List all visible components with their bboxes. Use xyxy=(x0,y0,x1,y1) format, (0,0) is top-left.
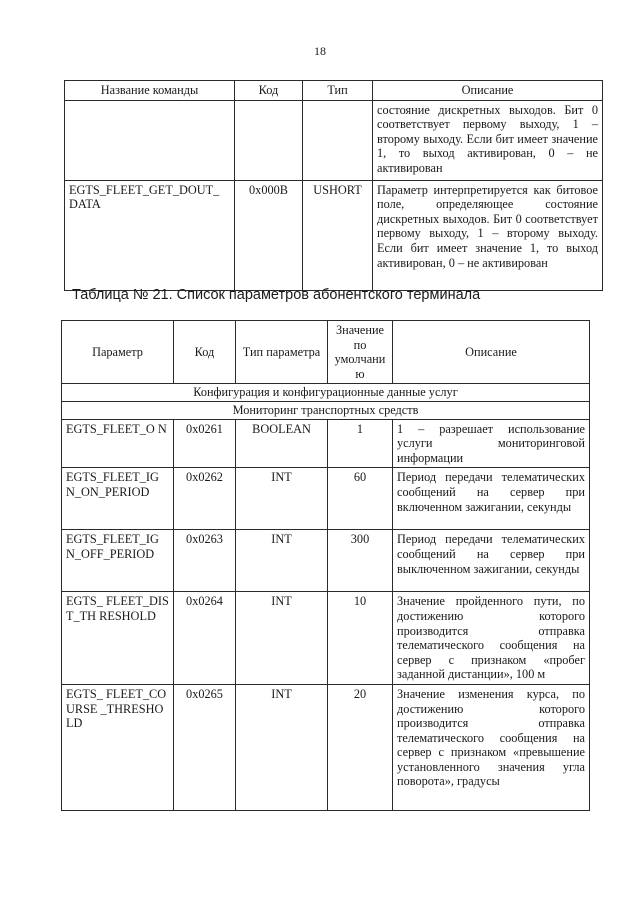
header-parameter-type: Тип параметра xyxy=(236,321,328,384)
parameter-default: 10 xyxy=(328,592,393,685)
section-row xyxy=(62,401,590,419)
parameter-default: 20 xyxy=(328,684,393,810)
command-type: USHORT xyxy=(303,180,373,290)
parameter-default: 1 xyxy=(328,419,393,468)
table-row xyxy=(62,592,590,685)
parameter-code: 0x0263 xyxy=(174,530,236,592)
table-row xyxy=(65,180,603,290)
parameter-description: Период передачи телематических сообщений на сервер при включенном зажигании, секунды xyxy=(393,468,590,530)
parameter-name: EGTS_FLEET_O N xyxy=(62,419,174,468)
parameter-name: EGTS_ FLEET_COURSE _THRESHOLD xyxy=(62,684,174,810)
parameter-name: EGTS_ FLEET_DIST_TH RESHOLD xyxy=(62,592,174,685)
header-description: Описание xyxy=(393,321,590,384)
parameter-type: BOOLEAN xyxy=(236,419,328,468)
parameter-description: 1 – разрешает использование услуги мониторинговой информации xyxy=(393,419,590,468)
header-parameter: Параметр xyxy=(62,321,174,384)
parameter-type: INT xyxy=(236,530,328,592)
command-code xyxy=(235,100,303,180)
parameter-description: Период передачи телематических сообщений на сервер при выключенном зажигании, секунды xyxy=(393,530,590,592)
parameter-type: INT xyxy=(236,468,328,530)
table-header-row xyxy=(62,321,590,384)
command-description: Параметр интерпретируется как битовое поле, определяющее состояние дискретных выходов. Бит 0 соответствует первому выходу, 1 – второму выходу. Если бит имеет значение 1, то выход активирован, 0 – не активирован xyxy=(373,180,603,290)
commands-table xyxy=(64,80,603,291)
command-code: 0x000B xyxy=(235,180,303,290)
section-title-monitoring: Мониторинг транспортных средств xyxy=(62,401,590,419)
header-command-name: Название команды xyxy=(65,81,235,101)
section-title-config: Конфигурация и конфигурационные данные услуг xyxy=(62,384,590,402)
parameter-default: 300 xyxy=(328,530,393,592)
table-row xyxy=(65,100,603,180)
table-row xyxy=(62,468,590,530)
parameters-table xyxy=(61,320,590,811)
header-code: Код xyxy=(235,81,303,101)
parameter-code: 0x0262 xyxy=(174,468,236,530)
parameter-description: Значение изменения курса, по достижению которого производится отправка телематического сообщения на сервер с признаком «превышение установленного значения угла поворота», градусы xyxy=(393,684,590,810)
parameter-name: EGTS_FLEET_IG N_ON_PERIOD xyxy=(62,468,174,530)
section-row xyxy=(62,384,590,402)
page-number: 18 xyxy=(314,44,326,58)
parameter-default: 60 xyxy=(328,468,393,530)
header-description: Описание xyxy=(373,81,603,101)
command-description: состояние дискретных выходов. Бит 0 соответствует первому выходу, 1 – второму выходу. Если бит имеет значение 1, то выход активирован, 0 – не активирован xyxy=(373,100,603,180)
command-type xyxy=(303,100,373,180)
table-caption: Таблица № 21. Список параметров абонентского терминала xyxy=(72,287,481,303)
command-name xyxy=(65,100,235,180)
header-default-value: Значение по умолчани ю xyxy=(328,321,393,384)
parameter-description: Значение пройденного пути, по достижению которого производится отправка телематического сообщения на сервер с признаком «пробег заданной дистанции», 100 м xyxy=(393,592,590,685)
header-type: Тип xyxy=(303,81,373,101)
parameter-name: EGTS_FLEET_IG N_OFF_PERIOD xyxy=(62,530,174,592)
header-code: Код xyxy=(174,321,236,384)
parameter-code: 0x0264 xyxy=(174,592,236,685)
command-name: EGTS_FLEET_GET_DOUT_ DATA xyxy=(65,180,235,290)
parameter-type: INT xyxy=(236,684,328,810)
parameter-code: 0x0265 xyxy=(174,684,236,810)
table-header-row xyxy=(65,81,603,101)
table-row xyxy=(62,419,590,468)
table-row xyxy=(62,684,590,810)
parameter-type: INT xyxy=(236,592,328,685)
table-row xyxy=(62,530,590,592)
parameter-code: 0x0261 xyxy=(174,419,236,468)
